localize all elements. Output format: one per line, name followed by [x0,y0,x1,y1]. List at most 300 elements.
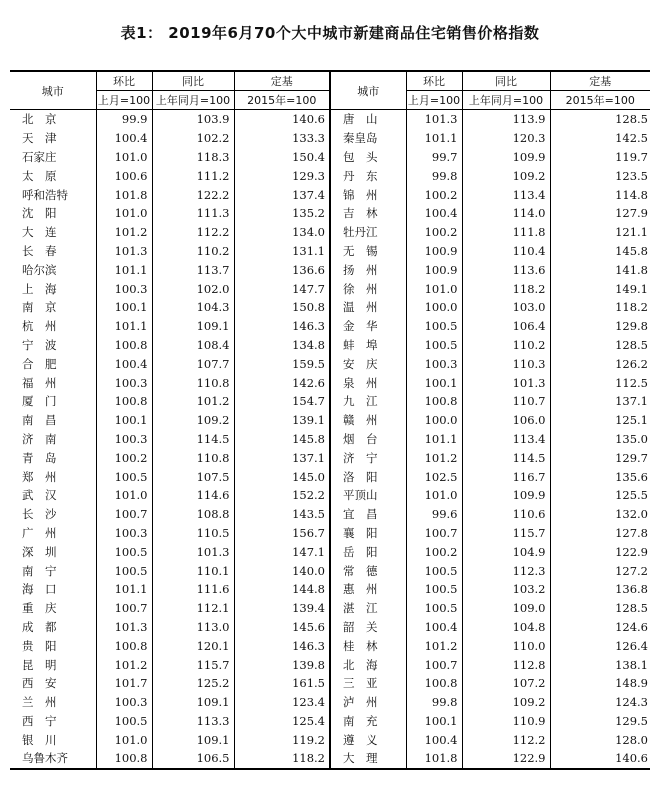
cell-yoy-right: 112.8 [462,655,550,674]
cell-mom-right: 100.9 [406,260,462,279]
table-row [10,279,650,298]
cell-yoy-right: 115.7 [462,524,550,543]
cell-mom-right: 101.3 [406,110,462,129]
cell-mom-left: 101.3 [96,618,152,637]
cell-city-left: 乌鲁木齐 [10,749,96,769]
cell-city-right: 南 充 [330,712,406,731]
cell-yoy-right: 103.0 [462,298,550,317]
cell-mom-left: 101.7 [96,674,152,693]
cell-city-right: 吉 林 [330,204,406,223]
cell-fixed-right: 124.3 [550,693,650,712]
cell-fixed-right: 118.2 [550,298,650,317]
cell-mom-left: 101.0 [96,486,152,505]
cell-yoy-left: 101.2 [152,392,234,411]
cell-mom-left: 101.2 [96,655,152,674]
cell-yoy-left: 108.8 [152,505,234,524]
cell-mom-left: 100.5 [96,712,152,731]
table-row [10,561,650,580]
cell-city-right: 安 庆 [330,354,406,373]
cell-mom-left: 101.1 [96,260,152,279]
cell-yoy-left: 120.1 [152,636,234,655]
cell-fixed-left: 144.8 [234,580,330,599]
cell-fixed-left: 125.4 [234,712,330,731]
cell-fixed-right: 127.8 [550,524,650,543]
cell-city-left: 南 昌 [22,413,57,428]
header-fixed-left: 定基 [234,71,330,91]
cell-city-right: 锦 州 [330,185,406,204]
table-row [10,336,650,355]
cell-city-right: 济 宁 [330,448,406,467]
cell-fixed-right: 127.9 [550,204,650,223]
cell-fixed-right: 129.5 [550,712,650,731]
cell-fixed-left: 140.6 [234,110,330,129]
cell-fixed-right: 128.0 [550,730,650,749]
cell-yoy-left: 111.2 [152,166,234,185]
header-yoy-base-left: 上年同月=100 [152,91,234,110]
table-row [10,373,650,392]
cell-yoy-left: 110.1 [152,561,234,580]
cell-yoy-left: 109.1 [152,317,234,336]
cell-yoy-right: 110.9 [462,712,550,731]
cell-mom-left: 100.7 [96,505,152,524]
table-row [10,599,650,618]
table-title: 表1： 2019年6月70个大中城市新建商品住宅销售价格指数 [120,24,540,42]
table-row [10,223,650,242]
cell-fixed-right: 125.5 [550,486,650,505]
cell-fixed-right: 129.7 [550,448,650,467]
cell-city-right: 湛 江 [330,599,406,618]
cell-yoy-right: 118.2 [462,279,550,298]
cell-fixed-left: 134.0 [234,223,330,242]
cell-fixed-right: 128.5 [550,336,650,355]
cell-fixed-left: 123.4 [234,693,330,712]
cell-mom-left: 100.5 [96,542,152,561]
cell-yoy-left: 107.5 [152,467,234,486]
cell-city-left: 厦 门 [22,394,57,409]
cell-city-right: 惠 州 [330,580,406,599]
cell-mom-left: 100.8 [96,336,152,355]
table-row [10,166,650,185]
cell-city-left: 南 京 [22,300,57,315]
table-row [10,185,650,204]
cell-fixed-right: 124.6 [550,618,650,637]
cell-city-right: 岳 阳 [330,542,406,561]
cell-yoy-right: 109.2 [462,693,550,712]
cell-city-right: 三 亚 [330,674,406,693]
cell-yoy-left: 110.5 [152,524,234,543]
cell-fixed-left: 150.4 [234,148,330,167]
cell-mom-left: 100.3 [96,524,152,543]
cell-mom-right: 100.5 [406,561,462,580]
cell-yoy-right: 106.0 [462,411,550,430]
cell-city-left: 杭 州 [22,319,57,334]
cell-fixed-left: 136.6 [234,260,330,279]
cell-city-right: 洛 阳 [330,467,406,486]
cell-city-left: 沈 阳 [22,206,57,221]
header-row-1 [10,71,650,91]
header-city-right: 城市 [330,71,406,110]
cell-fixed-left: 145.6 [234,618,330,637]
cell-yoy-right: 112.2 [462,730,550,749]
cell-mom-right: 100.9 [406,242,462,261]
table-row [10,542,650,561]
table-row [10,260,650,279]
cell-city-left: 哈尔滨 [22,262,57,277]
cell-yoy-left: 118.3 [152,148,234,167]
cell-city-left: 深 圳 [22,544,57,559]
cell-yoy-right: 109.0 [462,599,550,618]
table-row [10,674,650,693]
table-row [10,580,650,599]
cell-fixed-left: 133.3 [234,129,330,148]
cell-fixed-left: 146.3 [234,317,330,336]
cell-mom-right: 102.5 [406,467,462,486]
table-row [10,730,650,749]
cell-mom-left: 101.0 [96,730,152,749]
cell-mom-left: 100.3 [96,279,152,298]
cell-city-left: 宁 波 [22,337,57,352]
cell-mom-right: 100.5 [406,336,462,355]
cell-city-right: 北 海 [330,655,406,674]
cell-mom-left: 101.2 [96,223,152,242]
cell-city-right: 遵 义 [330,730,406,749]
cell-yoy-right: 110.4 [462,242,550,261]
table-row [10,129,650,148]
cell-mom-right: 101.0 [406,279,462,298]
cell-city-left: 长 春 [22,243,57,258]
table-row [10,148,650,167]
cell-city-left: 重 庆 [22,601,57,616]
cell-fixed-right: 141.8 [550,260,650,279]
cell-yoy-right: 122.9 [462,749,550,769]
header-fixed-right: 定基 [550,71,650,91]
cell-city-left: 上 海 [22,281,57,296]
cell-city-right: 常 德 [330,561,406,580]
cell-mom-left: 100.1 [96,411,152,430]
cell-mom-right: 100.1 [406,712,462,731]
header-yoy-left: 同比 [152,71,234,91]
cell-city-left: 青 岛 [22,450,57,465]
cell-yoy-left: 103.9 [152,110,234,129]
cell-fixed-left: 147.1 [234,542,330,561]
cell-fixed-left: 154.7 [234,392,330,411]
table-row [10,392,650,411]
cell-city-right: 韶 关 [330,618,406,637]
cell-mom-right: 100.7 [406,524,462,543]
cell-city-left: 兰 州 [22,695,57,710]
cell-city-right: 金 华 [330,317,406,336]
cell-mom-right: 100.8 [406,392,462,411]
table-row [10,655,650,674]
header-city-left: 城市 [10,71,96,110]
cell-yoy-left: 109.1 [152,693,234,712]
cell-mom-left: 100.8 [96,749,152,769]
cell-yoy-right: 120.3 [462,129,550,148]
cell-mom-left: 100.7 [96,599,152,618]
cell-yoy-left: 110.8 [152,373,234,392]
cell-city-left: 北 京 [22,112,57,127]
cell-yoy-left: 122.2 [152,185,234,204]
cell-mom-right: 101.8 [406,749,462,769]
cell-fixed-left: 147.7 [234,279,330,298]
table-row [10,242,650,261]
cell-fixed-right: 126.2 [550,354,650,373]
cell-mom-right: 100.0 [406,411,462,430]
cell-mom-left: 101.0 [96,148,152,167]
cell-yoy-right: 104.9 [462,542,550,561]
cell-city-left: 太 原 [22,168,57,183]
header-mom-left: 环比 [96,71,152,91]
cell-yoy-left: 113.0 [152,618,234,637]
cell-city-left: 广 州 [22,525,57,540]
cell-yoy-right: 113.4 [462,430,550,449]
cell-yoy-right: 110.0 [462,636,550,655]
cell-city-right: 大 理 [330,749,406,769]
cell-city-right: 宜 昌 [330,505,406,524]
cell-city-left: 武 汉 [22,488,57,503]
cell-mom-left: 100.3 [96,373,152,392]
cell-fixed-right: 114.8 [550,185,650,204]
cell-mom-right: 100.5 [406,580,462,599]
cell-city-left: 大 连 [22,225,57,240]
cell-mom-right: 100.8 [406,674,462,693]
cell-yoy-left: 115.7 [152,655,234,674]
cell-mom-left: 101.3 [96,242,152,261]
table-row [10,467,650,486]
cell-fixed-left: 118.2 [234,749,330,769]
cell-mom-left: 100.3 [96,430,152,449]
cell-yoy-right: 110.7 [462,392,550,411]
cell-city-right: 九 江 [330,392,406,411]
cell-mom-right: 99.6 [406,505,462,524]
table-row [10,204,650,223]
table-row [10,693,650,712]
cell-mom-right: 100.0 [406,298,462,317]
cell-fixed-left: 150.8 [234,298,330,317]
cell-city-left: 福 州 [22,375,57,390]
cell-city-right: 泉 州 [330,373,406,392]
cell-fixed-left: 146.3 [234,636,330,655]
cell-yoy-right: 113.9 [462,110,550,129]
cell-yoy-left: 109.2 [152,411,234,430]
cell-yoy-right: 110.2 [462,336,550,355]
cell-fixed-left: 143.5 [234,505,330,524]
cell-fixed-right: 127.2 [550,561,650,580]
cell-city-left: 西 宁 [22,713,57,728]
cell-fixed-left: 131.1 [234,242,330,261]
cell-city-right: 平顶山 [330,486,406,505]
header-mom-base-left: 上月=100 [96,91,152,110]
cell-yoy-left: 106.5 [152,749,234,769]
cell-mom-left: 101.1 [96,580,152,599]
table-row [10,712,650,731]
cell-yoy-left: 113.3 [152,712,234,731]
cell-city-right: 丹 东 [330,166,406,185]
cell-city-left: 长 沙 [22,507,57,522]
cell-yoy-left: 102.0 [152,279,234,298]
cell-yoy-right: 110.3 [462,354,550,373]
cell-yoy-left: 104.3 [152,298,234,317]
cell-yoy-left: 111.3 [152,204,234,223]
cell-mom-right: 101.2 [406,636,462,655]
cell-mom-left: 100.2 [96,448,152,467]
cell-city-left: 呼和浩特 [22,187,68,202]
cell-city-right: 牡丹江 [330,223,406,242]
cell-mom-left: 101.0 [96,204,152,223]
cell-mom-left: 99.9 [96,110,152,129]
cell-city-right: 唐 山 [330,110,406,129]
cell-city-left: 合 肥 [22,356,57,371]
cell-fixed-left: 135.2 [234,204,330,223]
cell-fixed-right: 149.1 [550,279,650,298]
cell-city-right: 烟 台 [330,430,406,449]
cell-city-left: 郑 州 [22,469,57,484]
cell-city-right: 桂 林 [330,636,406,655]
cell-mom-right: 100.1 [406,373,462,392]
cell-fixed-right: 128.5 [550,599,650,618]
cell-yoy-left: 111.6 [152,580,234,599]
cell-city-right: 包 头 [330,148,406,167]
table-row [10,749,650,769]
cell-yoy-left: 114.6 [152,486,234,505]
cell-yoy-right: 109.9 [462,486,550,505]
cell-yoy-right: 109.2 [462,166,550,185]
cell-fixed-left: 152.2 [234,486,330,505]
cell-mom-right: 101.0 [406,486,462,505]
cell-fixed-right: 129.8 [550,317,650,336]
cell-fixed-left: 139.1 [234,411,330,430]
cell-city-right: 温 州 [330,298,406,317]
cell-yoy-right: 113.4 [462,185,550,204]
cell-mom-right: 100.4 [406,730,462,749]
cell-yoy-right: 111.8 [462,223,550,242]
cell-fixed-left: 156.7 [234,524,330,543]
cell-city-right: 赣 州 [330,411,406,430]
cell-fixed-left: 140.0 [234,561,330,580]
cell-mom-left: 101.8 [96,185,152,204]
cell-mom-right: 101.2 [406,448,462,467]
table-body [10,110,650,769]
cell-yoy-right: 116.7 [462,467,550,486]
cell-yoy-left: 114.5 [152,430,234,449]
cell-yoy-right: 114.0 [462,204,550,223]
cell-fixed-right: 125.1 [550,411,650,430]
table-row [10,298,650,317]
cell-yoy-left: 101.3 [152,542,234,561]
table-row [10,636,650,655]
cell-mom-right: 99.7 [406,148,462,167]
table-row [10,317,650,336]
cell-mom-left: 100.8 [96,392,152,411]
cell-fixed-right: 142.5 [550,129,650,148]
cell-yoy-right: 109.9 [462,148,550,167]
cell-fixed-right: 121.1 [550,223,650,242]
cell-fixed-right: 135.6 [550,467,650,486]
cell-yoy-right: 104.8 [462,618,550,637]
cell-fixed-left: 119.2 [234,730,330,749]
cell-fixed-right: 123.5 [550,166,650,185]
cell-mom-right: 100.2 [406,185,462,204]
cell-mom-right: 99.8 [406,693,462,712]
cell-fixed-left: 142.6 [234,373,330,392]
cell-fixed-right: 140.6 [550,749,650,769]
cell-yoy-right: 114.5 [462,448,550,467]
cell-city-left: 海 口 [22,582,57,597]
cell-mom-left: 100.8 [96,636,152,655]
cell-fixed-right: 145.8 [550,242,650,261]
cell-city-right: 徐 州 [330,279,406,298]
cell-city-left: 石家庄 [22,149,57,164]
table-row [10,110,650,129]
cell-mom-right: 100.4 [406,204,462,223]
cell-yoy-right: 110.6 [462,505,550,524]
cell-mom-left: 100.6 [96,166,152,185]
header-fixed-base-left: 2015年=100 [234,91,330,110]
cell-yoy-left: 113.7 [152,260,234,279]
header-mom-right: 环比 [406,71,462,91]
header-mom-base-right: 上月=100 [406,91,462,110]
cell-mom-right: 100.7 [406,655,462,674]
cell-yoy-left: 110.2 [152,242,234,261]
cell-city-right: 襄 阳 [330,524,406,543]
cell-city-left: 贵 阳 [22,638,57,653]
cell-mom-left: 100.1 [96,298,152,317]
cell-city-right: 泸 州 [330,693,406,712]
cell-yoy-left: 108.4 [152,336,234,355]
cell-mom-right: 101.1 [406,129,462,148]
cell-yoy-right: 113.6 [462,260,550,279]
cell-yoy-right: 112.3 [462,561,550,580]
price-index-table [10,70,650,770]
cell-city-left: 银 川 [22,732,57,747]
cell-fixed-left: 129.3 [234,166,330,185]
cell-mom-left: 100.5 [96,561,152,580]
cell-yoy-left: 112.2 [152,223,234,242]
cell-fixed-right: 126.4 [550,636,650,655]
cell-mom-left: 100.4 [96,129,152,148]
cell-city-right: 扬 州 [330,260,406,279]
table-row [10,411,650,430]
cell-fixed-right: 148.9 [550,674,650,693]
cell-fixed-left: 139.4 [234,599,330,618]
cell-fixed-left: 137.1 [234,448,330,467]
cell-yoy-left: 102.2 [152,129,234,148]
cell-fixed-left: 161.5 [234,674,330,693]
cell-city-left: 成 都 [22,619,57,634]
cell-mom-right: 100.5 [406,317,462,336]
cell-mom-right: 100.5 [406,599,462,618]
table-row [10,524,650,543]
cell-fixed-left: 137.4 [234,185,330,204]
table-row [10,354,650,373]
cell-mom-right: 99.8 [406,166,462,185]
cell-mom-left: 100.5 [96,467,152,486]
cell-city-right: 无 锡 [330,242,406,261]
header-yoy-right: 同比 [462,71,550,91]
cell-mom-left: 101.1 [96,317,152,336]
cell-mom-right: 100.4 [406,618,462,637]
cell-city-left: 西 安 [22,676,57,691]
cell-fixed-left: 139.8 [234,655,330,674]
cell-mom-left: 100.3 [96,693,152,712]
cell-fixed-left: 145.0 [234,467,330,486]
cell-fixed-left: 145.8 [234,430,330,449]
header-fixed-base-right: 2015年=100 [550,91,650,110]
header-yoy-base-right: 上年同月=100 [462,91,550,110]
cell-fixed-right: 135.0 [550,430,650,449]
cell-fixed-right: 137.1 [550,392,650,411]
table-row [10,505,650,524]
